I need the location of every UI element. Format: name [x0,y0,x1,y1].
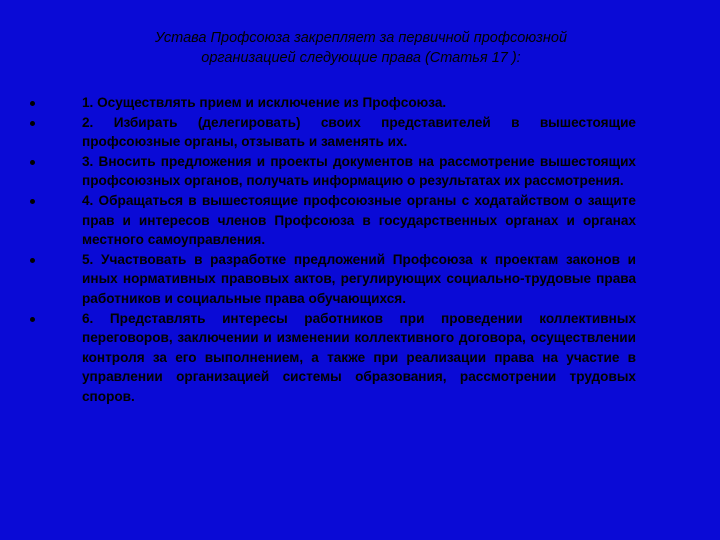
list-item-text: 1. Осуществлять прием и исключение из Профсоюза. [82,95,447,110]
slide-title [96,28,626,68]
rights-list [30,93,636,407]
list-item-6 [30,309,636,407]
slide-title-line-2: организацией следующие права (Статья 17 ): [201,50,521,66]
list-item-text: 2. Избирать (делегировать) своих представителей в вышестоящие профсоюзные органы, отзывать и заменять их. [82,114,636,150]
list-item-4 [30,191,636,250]
list-item-5 [30,250,636,309]
bullet-dot-icon [30,101,35,106]
bullet-dot-icon [30,199,35,204]
slide-title-line-1: Устава Профсоюза закрепляет за первичной профсоюзной [154,30,568,46]
list-item-1 [30,93,636,113]
bullet-dot-icon [30,317,35,322]
bullet-dot-icon [30,160,35,165]
list-item-2 [30,113,636,152]
list-item-3 [30,152,636,191]
bullet-dot-icon [30,121,35,126]
bullet-dot-icon [30,258,35,263]
list-item-text: 6. Представлять интересы работников при проведении коллективных переговоров, заключении и изменении коллективного договора, осуществлении контроля за его выполнением, а также при реализации права на участие в управлении организацией системы образования, рассмотрении трудовых споров. [82,310,636,404]
list-item-text: 3. Вносить предложения и проекты документов на рассмотрение вышестоящих профсоюзных органов, получать информацию о результатах их рассмотрения. [82,153,636,189]
list-item-text: 4. Обращаться в вышестоящие профсоюзные органы с ходатайством о защите прав и интересов членов Профсоюза в государственных органах и органах местного самоуправления. [82,192,636,248]
list-item-text: 5. Участвовать в разработке предложений Профсоюза к проектам законов и иных нормативных правовых актов, регулирующих социально-трудовые права работников и социальные права обучающихся. [82,251,636,306]
